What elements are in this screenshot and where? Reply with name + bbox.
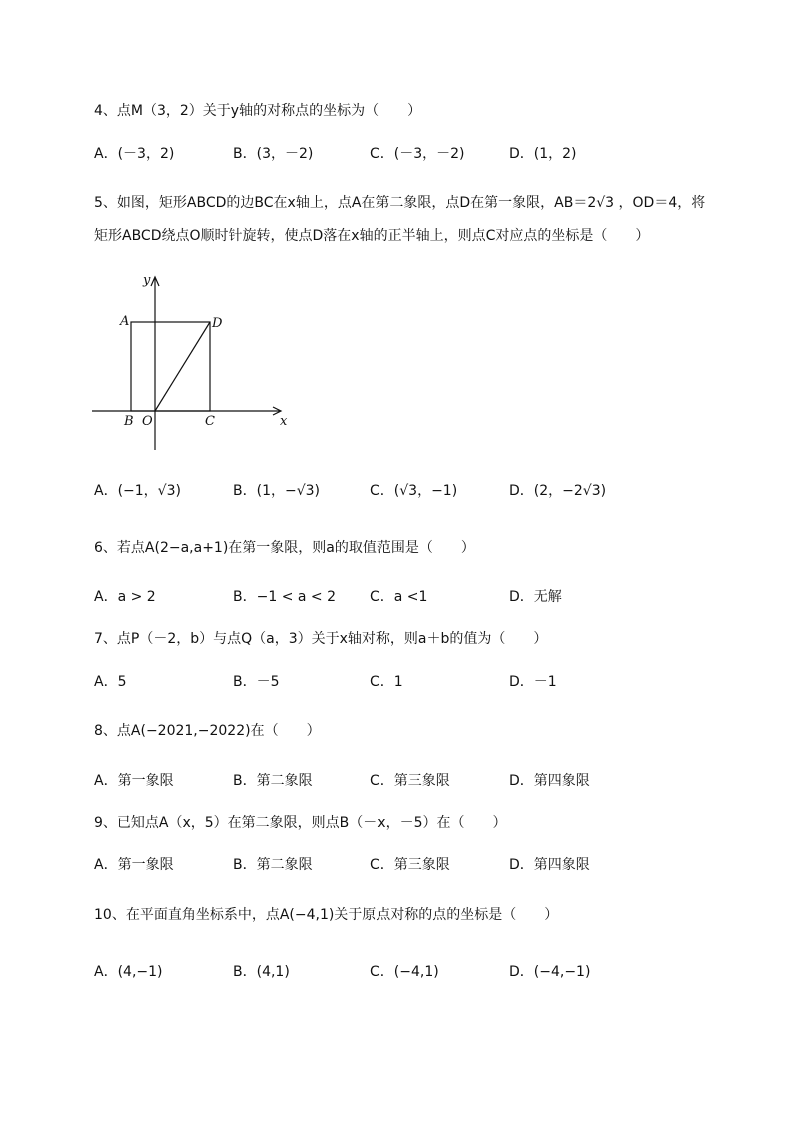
option-d[interactable]: D．(1，2): [509, 146, 577, 162]
option-a[interactable]: A．(4,−1): [94, 964, 163, 980]
label-x: x: [280, 414, 288, 429]
option-a[interactable]: A．(−1，√3): [94, 483, 181, 499]
label-a: A: [120, 314, 130, 329]
question-5-line-1: 5、如图，矩形ABCD的边BC在x轴上，点A在第二象限，点D在第一象限，AB＝2√3 ，OD＝4，将: [94, 195, 706, 211]
option-b[interactable]: B．−1 < a < 2: [233, 589, 336, 605]
label-b: B: [124, 414, 134, 429]
option-a[interactable]: A．a > 2: [94, 589, 156, 605]
option-d[interactable]: D．第四象限: [509, 857, 590, 873]
coordinate-diagram: [92, 268, 292, 453]
option-c[interactable]: C．第三象限: [370, 857, 450, 873]
option-d[interactable]: D．(2，−2√3): [509, 483, 607, 499]
option-b[interactable]: B．第二象限: [233, 857, 313, 873]
label-o: O: [142, 414, 153, 429]
option-a[interactable]: A．(－3，2): [94, 146, 175, 162]
segment-od: [155, 322, 210, 411]
label-d: D: [212, 316, 223, 331]
rectangle-figure: [92, 268, 292, 453]
option-d[interactable]: D．第四象限: [509, 773, 590, 789]
option-b[interactable]: B．第二象限: [233, 773, 313, 789]
option-b[interactable]: B．(4,1): [233, 964, 290, 980]
option-c[interactable]: C．第三象限: [370, 773, 450, 789]
question-10-text: 10、在平面直角坐标系中，点A(−4,1)关于原点对称的点的坐标是（ ）: [94, 907, 559, 923]
option-c[interactable]: C．a <1: [370, 589, 428, 605]
option-a[interactable]: A．第一象限: [94, 773, 174, 789]
option-b[interactable]: B．(3，－2): [233, 146, 314, 162]
option-a[interactable]: A．第一象限: [94, 857, 174, 873]
label-y: y: [143, 273, 151, 288]
question-7-text: 7、点P（－2，b）与点Q（a，3）关于x轴对称，则a＋b的值为（ ）: [94, 631, 548, 647]
option-d[interactable]: D．(−4,−1): [509, 964, 591, 980]
question-8-text: 8、点A(−2021,−2022)在（ ）: [94, 723, 321, 739]
option-c[interactable]: C．(√3，−1): [370, 483, 458, 499]
option-c[interactable]: C．(−4,1): [370, 964, 439, 980]
option-d[interactable]: D．无解: [509, 589, 562, 605]
question-6-text: 6、若点A(2−a,a+1)在第一象限，则a的取值范围是（ ）: [94, 540, 475, 556]
option-a[interactable]: A．5: [94, 674, 127, 690]
option-b[interactable]: B．(1，−√3): [233, 483, 320, 499]
option-b[interactable]: B．－5: [233, 674, 280, 690]
option-c[interactable]: C．1: [370, 674, 403, 690]
option-c[interactable]: C．(－3，－2): [370, 146, 465, 162]
label-c: C: [205, 414, 215, 429]
question-4-text: 4、点M（3，2）关于y轴的对称点的坐标为（ ）: [94, 103, 422, 119]
question-5-line-2: 矩形ABCD绕点O顺时针旋转，使点D落在x轴的正半轴上，则点C对应点的坐标是（ ）: [94, 228, 650, 244]
rectangle-abcd: [131, 322, 210, 411]
question-9-text: 9、已知点A（x，5）在第二象限，则点B（－x，－5）在（ ）: [94, 815, 507, 831]
option-d[interactable]: D．－1: [509, 674, 557, 690]
